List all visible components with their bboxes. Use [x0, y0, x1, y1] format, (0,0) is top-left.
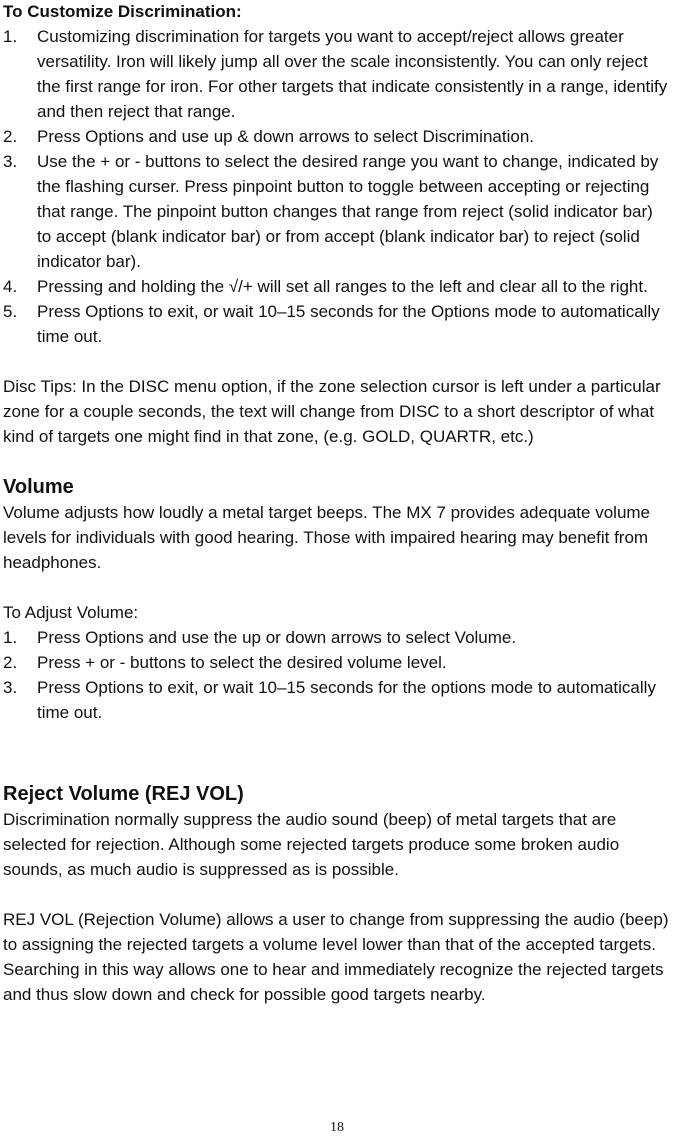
page-number: 18: [330, 1120, 344, 1135]
step-number: 2.: [3, 653, 18, 672]
step-number: 3.: [3, 678, 18, 697]
adjust-volume-label: To Adjust Volume:: [3, 603, 139, 622]
step-text: Pressing and holding the √/+ will set all ranges to the left and clear all to the right.: [37, 277, 648, 296]
reject-volume-para1: Discrimination normally suppress the audio sound (beep) of metal targets that are selected for rejection. Although some rejected targets produce some broken audio sounds, as much audio is suppressed as is possible.: [3, 810, 620, 879]
step-text: Press Options to exit, or wait 10–15 seconds for the options mode to automatically time out.: [37, 678, 656, 722]
list-item: [3, 149, 671, 274]
list-item: [3, 299, 671, 349]
step-number: 2.: [3, 127, 18, 146]
list-item: [3, 675, 671, 725]
step-text: Press + or - buttons to select the desired volume level.: [37, 653, 447, 672]
volume-heading: Volume: [3, 476, 74, 498]
reject-volume-heading: Reject Volume (REJ VOL): [3, 783, 244, 805]
list-item: [3, 124, 671, 149]
step-text: Use the + or - buttons to select the desired range you want to change, indicated by the flashing curser. Press pinpoint button to toggle between accepting or rejecting that range. The pinpoint button changes that range from reject (solid indicator bar) to accept (blank indicator bar) or from accept (blank indicator bar) to reject (solid indicator bar).: [37, 152, 659, 271]
step-number: 5.: [3, 302, 18, 321]
document-page: [3, 0, 671, 1007]
disc-tips: Disc Tips: In the DISC menu option, if the zone selection cursor is left under a particular zone for a couple seconds, the text will change from DISC to a short descriptor of what kind of targets one might find in that zone, (e.g. GOLD, QUARTR, etc.): [3, 377, 661, 446]
step-number: 4.: [3, 277, 18, 296]
step-number: 1.: [3, 628, 18, 647]
volume-intro: Volume adjusts how loudly a metal target beeps. The MX 7 provides adequate volume levels for individuals with good hearing. Those with impaired hearing may benefit from headphones.: [3, 503, 651, 572]
step-number: 1.: [3, 27, 18, 46]
step-text: Press Options and use up & down arrows to select Discrimination.: [37, 127, 535, 146]
reject-volume-para2: REJ VOL (Rejection Volume) allows a user to change from suppressing the audio (beep) to assigning the rejected targets a volume level lower than that of the accepted targets. Searching in this way allows one to hear and immediately recognize the rejected targets and thus slow down and check for possible good targets nearby.: [3, 910, 669, 1004]
step-text: Customizing discrimination for targets you want to accept/reject allows greater versatility. Iron will likely jump all over the scale inconsistently. You can only reject the first range for iron. For other targets that indicate consistently in a range, identify and then reject that range.: [37, 27, 668, 121]
list-item: [3, 24, 671, 124]
list-item: [3, 650, 671, 675]
volume-steps: [3, 625, 671, 725]
disc-heading: To Customize Discrimination:: [3, 2, 242, 21]
step-number: 3.: [3, 152, 18, 171]
disc-steps: [3, 24, 671, 349]
list-item: [3, 625, 671, 650]
list-item: [3, 274, 671, 299]
step-text: Press Options and use the up or down arrows to select Volume.: [37, 628, 517, 647]
step-text: Press Options to exit, or wait 10–15 seconds for the Options mode to automatically time out.: [37, 302, 660, 346]
